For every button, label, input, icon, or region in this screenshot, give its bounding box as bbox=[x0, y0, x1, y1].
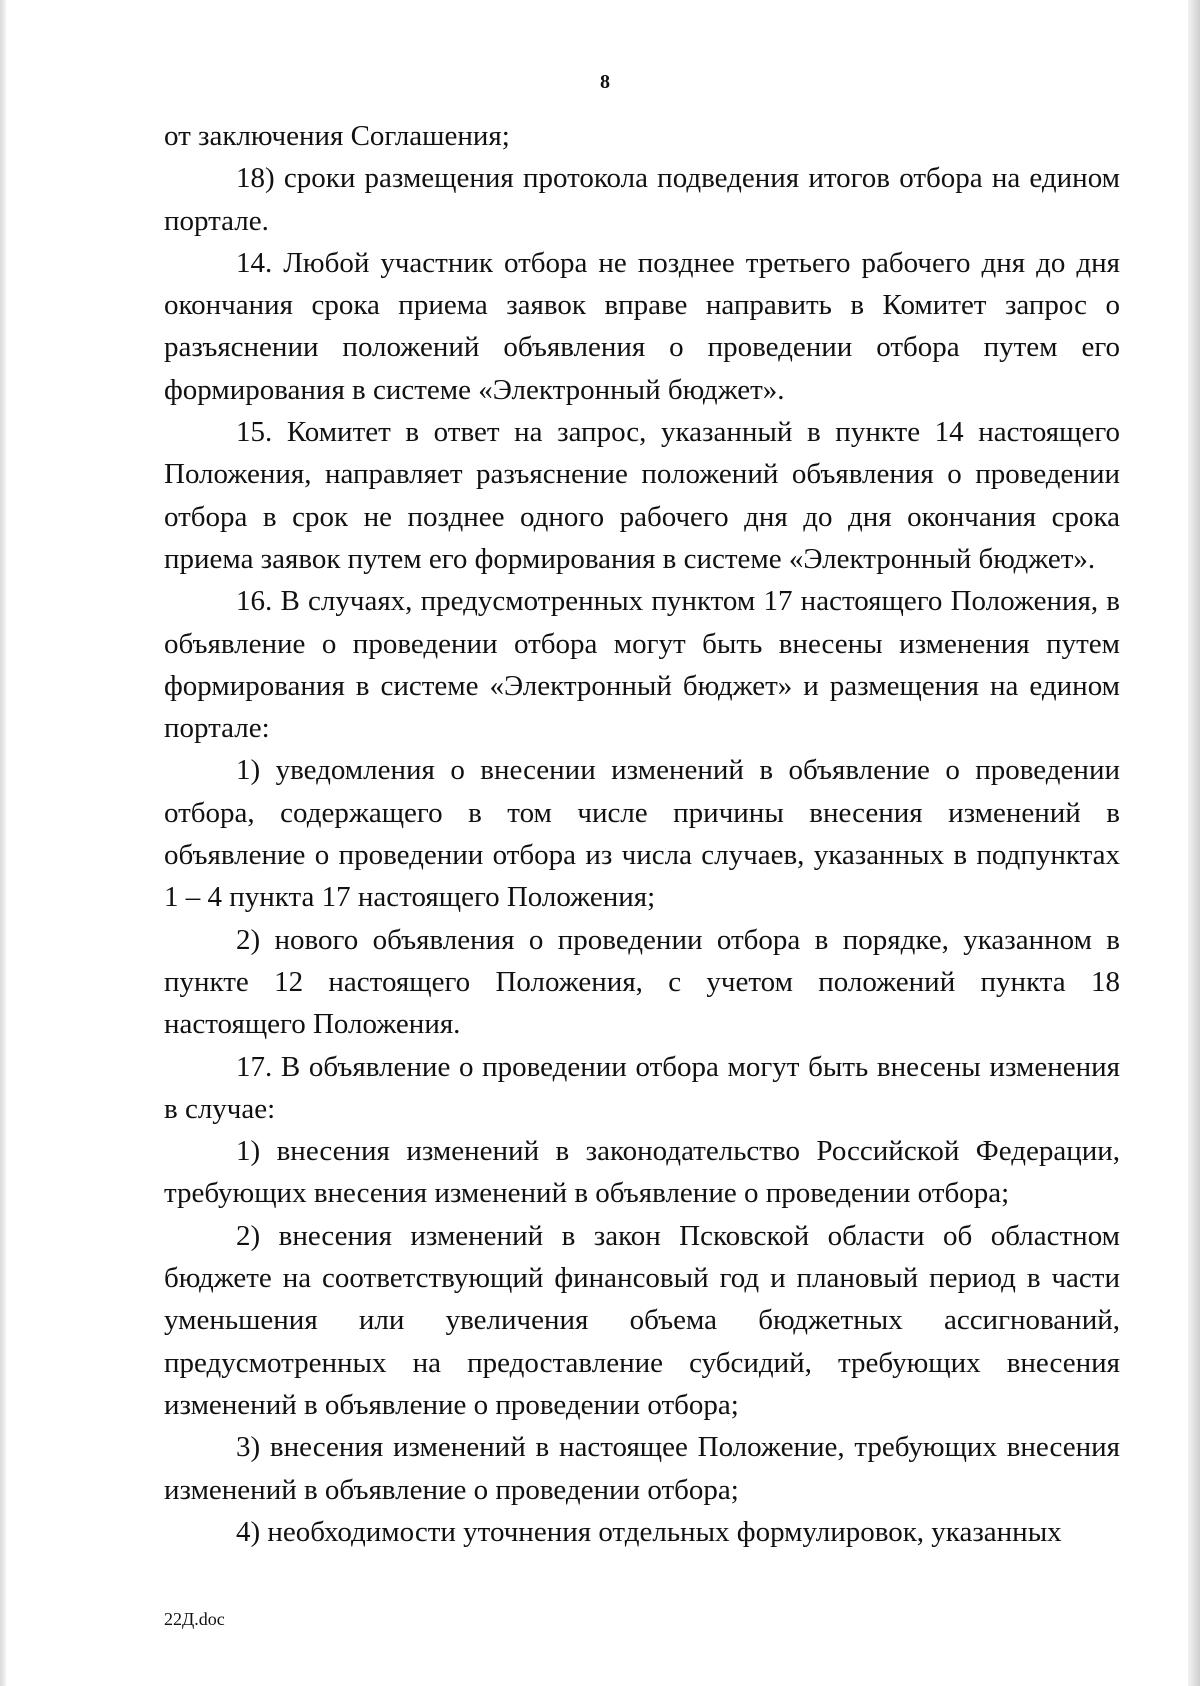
paragraph-16-item-2: 2) нового объявления о проведении отбора в порядке, указанном в пункте 12 настоящего Положения, с учетом положений пункта 18 настоящего Положения. bbox=[164, 923, 1120, 1041]
paragraph-16: 16. В случаях, предусмотренных пунктом 17 настоящего Положения, в объявление о проведении отбора могут быть внесены изменения путем формирования в системе «Электронный бюджет» и размещения на едином портале: bbox=[164, 585, 1120, 745]
paragraph-continuation: от заключения Соглашения; bbox=[164, 120, 510, 152]
paragraph-17-item-3: 3) внесения изменений в настоящее Положение, требующих внесения изменений в объявление о проведении отбора; bbox=[164, 1431, 1120, 1506]
paragraph-14: 14. Любой участник отбора не позднее третьего рабочего дня до дня окончания срока приема заявок вправе направить в Комитет запрос о разъяснении положений объявления о проведении отбора путем его формирования в системе «Электронный бюджет». bbox=[164, 246, 1120, 406]
paragraph-17: 17. В объявление о проведении отбора могут быть внесены изменения в случае: bbox=[164, 1050, 1120, 1125]
paragraph-17-item-1: 1) внесения изменений в законодательство Российской Федерации, требующих внесения изменений в объявление о проведении отбора; bbox=[164, 1135, 1120, 1210]
page-number: 8 bbox=[600, 71, 610, 93]
paragraph-17-item-2: 2) внесения изменений в закон Псковской области об областном бюджете на соответствующий финансовый год и плановый период в части уменьшения или увеличения объема бюджетных ассигнований, предусмотренных на предоставление субсидий, требующих внесения изменений в объявление о проведении отбора; bbox=[164, 1219, 1120, 1421]
paragraph-17-item-4: 4) необходимости уточнения отдельных формулировок, указанных bbox=[236, 1515, 1062, 1548]
paragraph-16-item-1: 1) уведомления о внесении изменений в объявление о проведении отбора, содержащего в том числе причины внесения изменений в объявление о проведении отбора из числа случаев, указанных в подпунктах 1 – 4 пункта 17 настоящего Положения; bbox=[164, 754, 1120, 914]
footer-filename: 22Д.doc bbox=[164, 1609, 225, 1629]
paragraph-15: 15. Комитет в ответ на запрос, указанный в пункте 14 настоящего Положения, направляет разъяснение положений объявления о проведении отбора в срок не позднее одного рабочего дня до дня окончания срока приема заявок путем его формирования в системе «Электронный бюджет». bbox=[164, 416, 1120, 575]
paragraph-item-18: 18) сроки размещения протокола подведения итогов отбора на едином портале. bbox=[164, 162, 1120, 237]
document-body bbox=[164, 115, 1120, 1553]
